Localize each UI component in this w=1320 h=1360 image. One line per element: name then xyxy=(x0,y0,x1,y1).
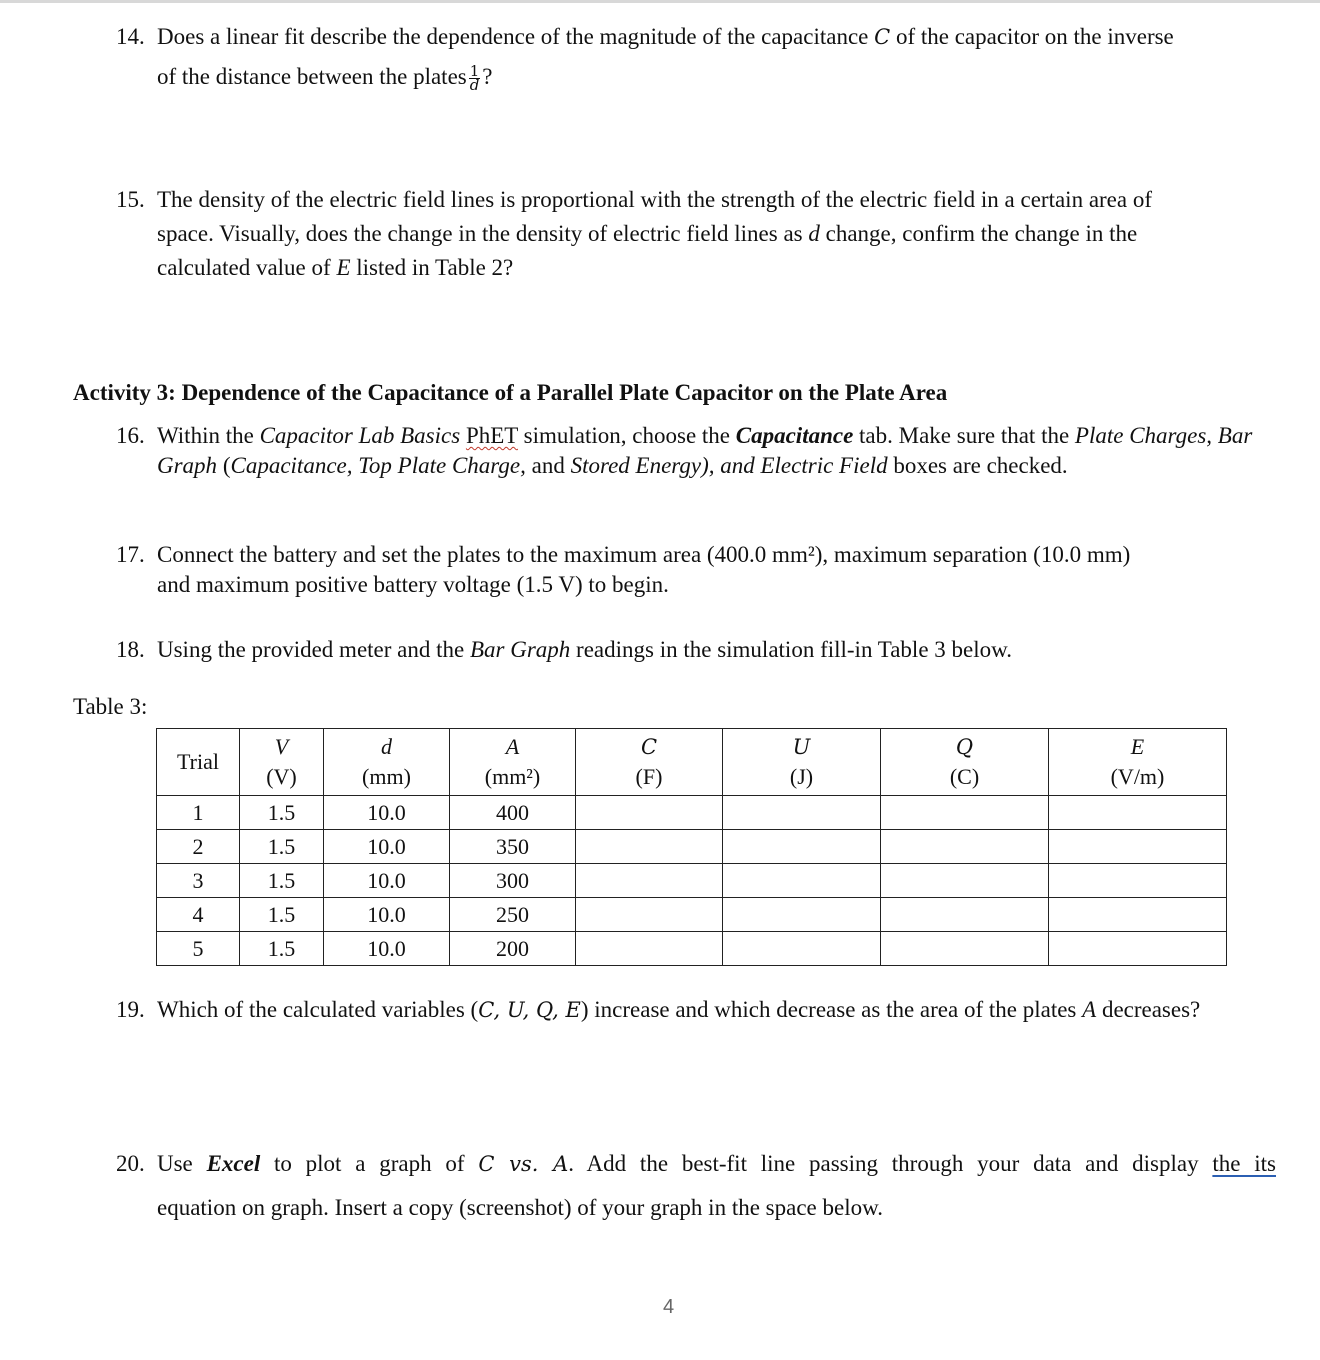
top-border xyxy=(0,0,1320,3)
blank-answer-cell[interactable] xyxy=(881,830,1049,864)
fraction-one-over-d: $\frac{1}{d}$ xyxy=(469,62,480,95)
value-cell: 200 xyxy=(450,932,576,966)
q16-text: simulation, choose the xyxy=(517,423,736,448)
blank-answer-cell[interactable] xyxy=(881,898,1049,932)
value-cell: 1.5 xyxy=(240,830,324,864)
value-cell: 350 xyxy=(450,830,576,864)
q14-text-1: Does a linear fit describe the dependence of the magnitude of the capacitance xyxy=(157,24,869,49)
header-distance: d (mm) xyxy=(324,729,450,796)
q14-text-2: of the capacitor on the inverse xyxy=(895,24,1174,49)
q17-line-2: and maximum positive battery voltage (1.5 V) to begin. xyxy=(157,572,669,597)
q18-italic: Bar Graph xyxy=(469,637,571,662)
question-number: 20. xyxy=(116,1151,145,1176)
q16-text: tab. Make sure that the xyxy=(853,423,1075,448)
q16-text: boxes are checked. xyxy=(887,453,1068,478)
question-number: 17. xyxy=(116,542,145,567)
trial-cell: 3 xyxy=(157,864,240,898)
blank-answer-cell[interactable] xyxy=(576,796,723,830)
header-charge: Q (C) xyxy=(881,729,1049,796)
blank-answer-cell[interactable] xyxy=(881,864,1049,898)
q19-text: ) increase and which decrease as the area of the plates xyxy=(580,997,1077,1022)
q20-link-text[interactable]: the its xyxy=(1212,1151,1276,1176)
q16-tab-name: Capacitance xyxy=(735,423,854,448)
blank-answer-cell[interactable] xyxy=(881,796,1049,830)
blank-answer-cell[interactable] xyxy=(723,830,881,864)
header-trial: Trial xyxy=(157,729,240,796)
q20-excel: Excel xyxy=(206,1151,261,1176)
blank-answer-cell[interactable] xyxy=(723,898,881,932)
blank-answer-cell[interactable] xyxy=(576,864,723,898)
q20-text: Use xyxy=(157,1151,207,1176)
q14-end: ? xyxy=(482,64,493,89)
value-cell: 1.5 xyxy=(240,864,324,898)
value-cell: 1.5 xyxy=(240,898,324,932)
q14-text-3: of the distance between the plates xyxy=(157,64,467,89)
value-cell: 1.5 xyxy=(240,932,324,966)
blank-answer-cell[interactable] xyxy=(723,864,881,898)
q18-text: readings in the simulation fill-in Table 3 below. xyxy=(570,637,1012,662)
q16-body xyxy=(157,421,1276,481)
table-row xyxy=(157,932,1227,966)
q16-text: and xyxy=(525,453,571,478)
q20-text: to plot a graph of xyxy=(260,1151,479,1176)
table-row xyxy=(157,796,1227,830)
table-label: Table 3: xyxy=(73,694,148,719)
value-cell: 10.0 xyxy=(324,796,450,830)
question-number: 19. xyxy=(116,997,145,1022)
header-energy: U (J) xyxy=(723,729,881,796)
value-cell: 1.5 xyxy=(240,796,324,830)
page-number: 4 xyxy=(663,1296,675,1318)
q16-italic: Plate Charges, Bar Graph xyxy=(157,423,1253,478)
blank-answer-cell[interactable] xyxy=(576,830,723,864)
data-table xyxy=(156,728,1227,966)
table-header-row xyxy=(157,729,1227,796)
question-15 xyxy=(116,183,1276,285)
header-capacitance: C (F) xyxy=(576,729,723,796)
q15-text-4: calculated value of xyxy=(157,255,331,280)
q15-var-e: E xyxy=(336,255,351,280)
header-field: E (V/m) xyxy=(1049,729,1227,796)
q14-var-c: C xyxy=(874,25,891,49)
q18-text: Using the provided meter and the xyxy=(157,637,470,662)
value-cell: 10.0 xyxy=(324,932,450,966)
value-cell: 300 xyxy=(450,864,576,898)
q19-var-a: A xyxy=(1082,997,1097,1022)
table-row xyxy=(157,830,1227,864)
q15-text-1: The density of the electric field lines is proportional with the strength of the electric field in a certain area of xyxy=(157,187,1153,212)
q15-text-3: change, confirm the change in the xyxy=(825,221,1138,246)
q20-expression: C vs. A xyxy=(478,1152,569,1176)
value-cell: 250 xyxy=(450,898,576,932)
q20-line-2: equation on graph. Insert a copy (screenshot) of your graph in the space below. xyxy=(157,1195,883,1220)
question-17 xyxy=(116,540,1276,600)
q19-variables: C, U, Q, E xyxy=(478,998,581,1022)
table-row xyxy=(157,864,1227,898)
q16-italic: Capacitance, Top Plate Charge, xyxy=(230,453,526,478)
question-18 xyxy=(116,635,1276,665)
q16-italic: Stored Energy), and Electric Field xyxy=(570,453,888,478)
blank-answer-cell[interactable] xyxy=(576,898,723,932)
q19-text: Which of the calculated variables ( xyxy=(157,997,479,1022)
table-row xyxy=(157,898,1227,932)
activity-heading: Activity 3: Dependence of the Capacitance of a Parallel Plate Capacitor on the Plate Area xyxy=(73,380,948,405)
blank-answer-cell[interactable] xyxy=(1049,932,1227,966)
q15-text-2: space. Visually, does the change in the density of electric field lines as xyxy=(157,221,803,246)
q17-line-1: Connect the battery and set the plates to the maximum area (400.0 mm²), maximum separation (10.0 mm) xyxy=(157,542,1131,567)
value-cell: 400 xyxy=(450,796,576,830)
question-19 xyxy=(116,995,1276,1025)
q20-text: . Add the best-fit line passing through your data and display xyxy=(568,1151,1213,1176)
question-number: 14. xyxy=(116,24,145,49)
blank-answer-cell[interactable] xyxy=(881,932,1049,966)
q19-text: decreases? xyxy=(1101,997,1201,1022)
trial-cell: 1 xyxy=(157,796,240,830)
q15-var-d: d xyxy=(808,221,820,246)
trial-cell: 4 xyxy=(157,898,240,932)
q16-phet-spelling-flag: PhET xyxy=(465,423,518,448)
value-cell: 10.0 xyxy=(324,864,450,898)
trial-cell: 2 xyxy=(157,830,240,864)
value-cell: 10.0 xyxy=(324,898,450,932)
blank-answer-cell[interactable] xyxy=(1049,898,1227,932)
question-number: 16. xyxy=(116,423,145,448)
blank-answer-cell[interactable] xyxy=(723,796,881,830)
header-voltage: V (V) xyxy=(240,729,324,796)
value-cell: 10.0 xyxy=(324,830,450,864)
question-16 xyxy=(116,421,1276,481)
blank-answer-cell[interactable] xyxy=(1049,864,1227,898)
q16-sim-name: Capacitor Lab Basics xyxy=(259,423,461,448)
question-number: 15. xyxy=(116,187,145,212)
blank-answer-cell[interactable] xyxy=(723,932,881,966)
header-area: A (mm²) xyxy=(450,729,576,796)
question-20 xyxy=(116,1142,1276,1230)
blank-answer-cell[interactable] xyxy=(576,932,723,966)
trial-cell: 5 xyxy=(157,932,240,966)
q16-text: Within the xyxy=(157,423,260,448)
blank-answer-cell[interactable] xyxy=(1049,830,1227,864)
question-number: 18. xyxy=(116,637,145,662)
question-14 xyxy=(116,20,1276,94)
blank-answer-cell[interactable] xyxy=(1049,796,1227,830)
q16-text: ( xyxy=(217,453,231,478)
q15-text-5: listed in Table 2? xyxy=(356,255,514,280)
